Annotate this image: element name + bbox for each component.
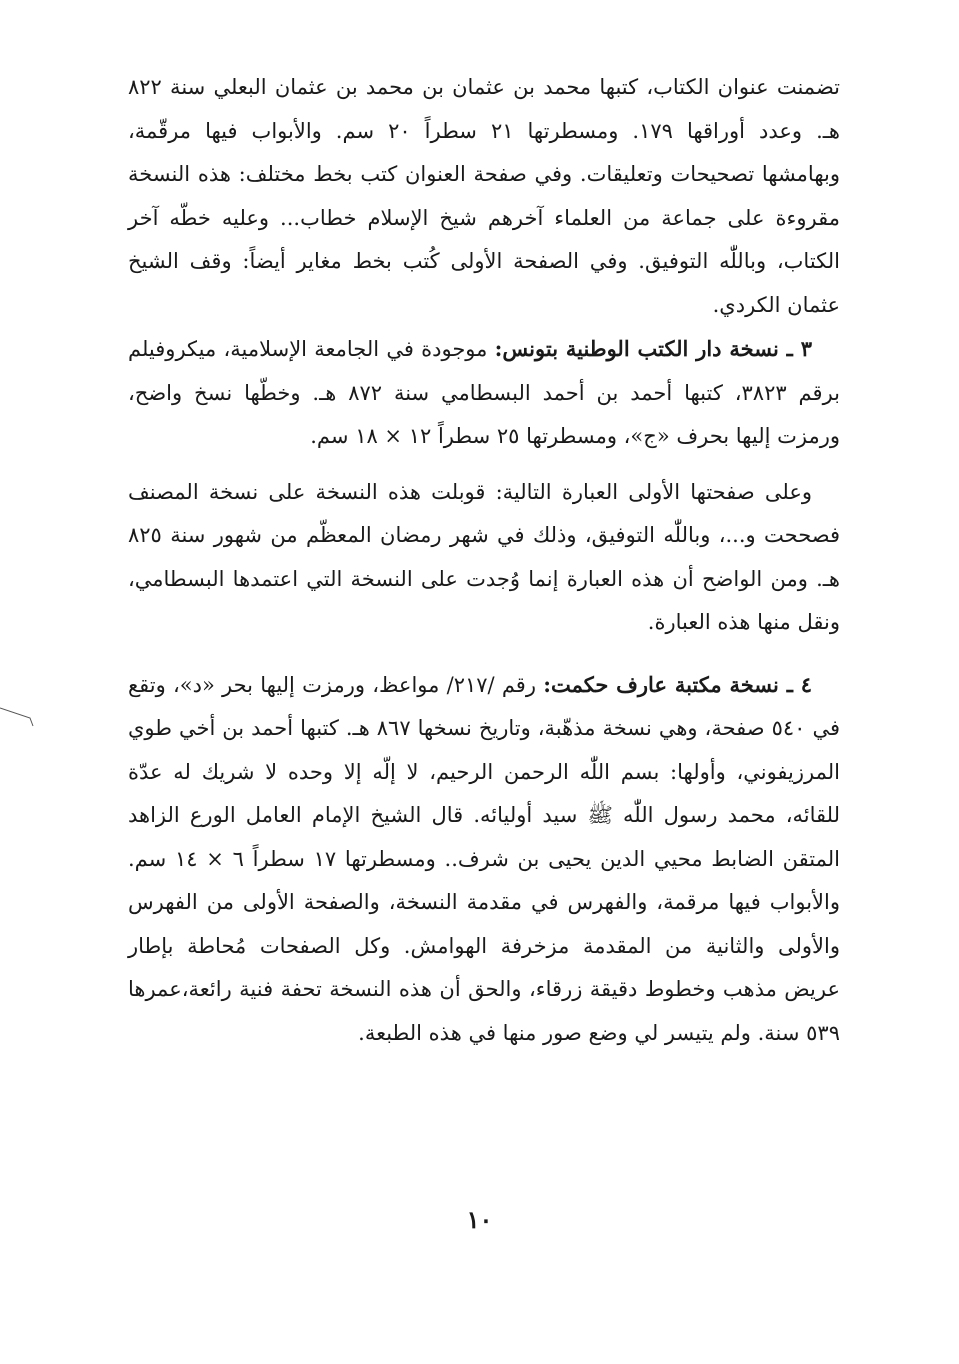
paragraph-arif-hikmat-manuscript	[128, 663, 840, 1056]
margin-scan-mark	[0, 706, 36, 728]
tunis-manuscript-body: موجودة في الجامعة الإسلامية، ميكروفيلم برقم ٣٨٢٣، كتبها أحمد بن أحمد البسطامي سنة ٨٧٢ هـ. وخطّها نسخ واضح، ورمزت إليها بحرف «ج»، ومسطرتها ٢٥ سطراً ١٢ × ١٨ سم.	[128, 337, 841, 448]
heading-arif-hikmat-manuscript: ٤ ـ نسخة مكتبة عارف حكمت:	[543, 671, 812, 697]
page-body	[128, 66, 840, 1055]
page-number: ١٠	[466, 1205, 493, 1234]
paragraph-tunis-manuscript	[128, 327, 840, 459]
paragraph-manuscript-description: تضمنت عنوان الكتاب، كتبها محمد بن عثمان بن محمد بن عثمان البعلي سنة ٨٢٢ هـ. وعدد أوراقها ١٧٩. ومسطرتها ٢١ سطراً ٢٠ سم. والأبواب فيها مرقّمة، وبهامشها تصحيحات وتعليقات. وفي صفحة العنوان كتب بخط مختلف: هذه النسخة مقروءة على جماعة من العلماء آخرهم شيخ الإسلام خطاب... وعليه خطّه آخر الكتاب، وباللّٰه التوفيق. وفي الصفحة الأولى كُتب بخط مغاير أيضاً: وقف الشيخ عثمان الكردي.	[128, 75, 840, 317]
arif-hikmat-manuscript-body: رقم /٢١٧/ مواعظ، ورمزت إليها بحر «د»، وتقع في ٥٤٠ صفحة، وهي نسخة مذهّبة، وتاريخ نسخها ٨٦٧ هـ. كتبها أحمد بن أخي طوي المرزيفوني، وأولها: بسم اللّٰه الرحمن الرحيم، لا إلّه إلا وحده لا شريك له عدّة للقائه، محمد رسول اللّٰه ﷺ سيد أوليائه. قال الشيخ الإمام العامل الورع الزاهد المتقن الضابط محيي الدين يحيى بن شرف.. ومسطرتها ١٧ سطراً ٦ × ١٤ سم. والأبواب فيها مرقمة، والفهرس في مقدمة النسخة، والصفحة الأولى من الفهرس والأولى والثانية من المقدمة مزخرفة الهوامش. وكل الصفحات مُحاطة بإطار عريض مذهب وخطوط دقيقة زرقاء، والحق أن هذه النسخة تحفة فنية رائعة،عمرها ٥٣٩ سنة. ولم يتيسر لي وضع صور منها في هذه الطبعة.	[128, 672, 840, 1045]
paragraph-first-page-note: وعلى صفحتها الأولى العبارة التالية: قوبلت هذه النسخة على نسخة المصنف فصححت و...، وباللّٰه التوفيق، وذلك في شهر رمضان المعظّم من شهور سنة ٨٢٥ هـ. ومن الواضح أن هذه العبارة إنما وُجدت على النسخة التي اعتمدها البسطامي، ونقل منها هذه العبارة.	[128, 479, 840, 634]
heading-tunis-manuscript: ٣ ـ نسخة دار الكتب الوطنية بتونس:	[494, 336, 812, 361]
